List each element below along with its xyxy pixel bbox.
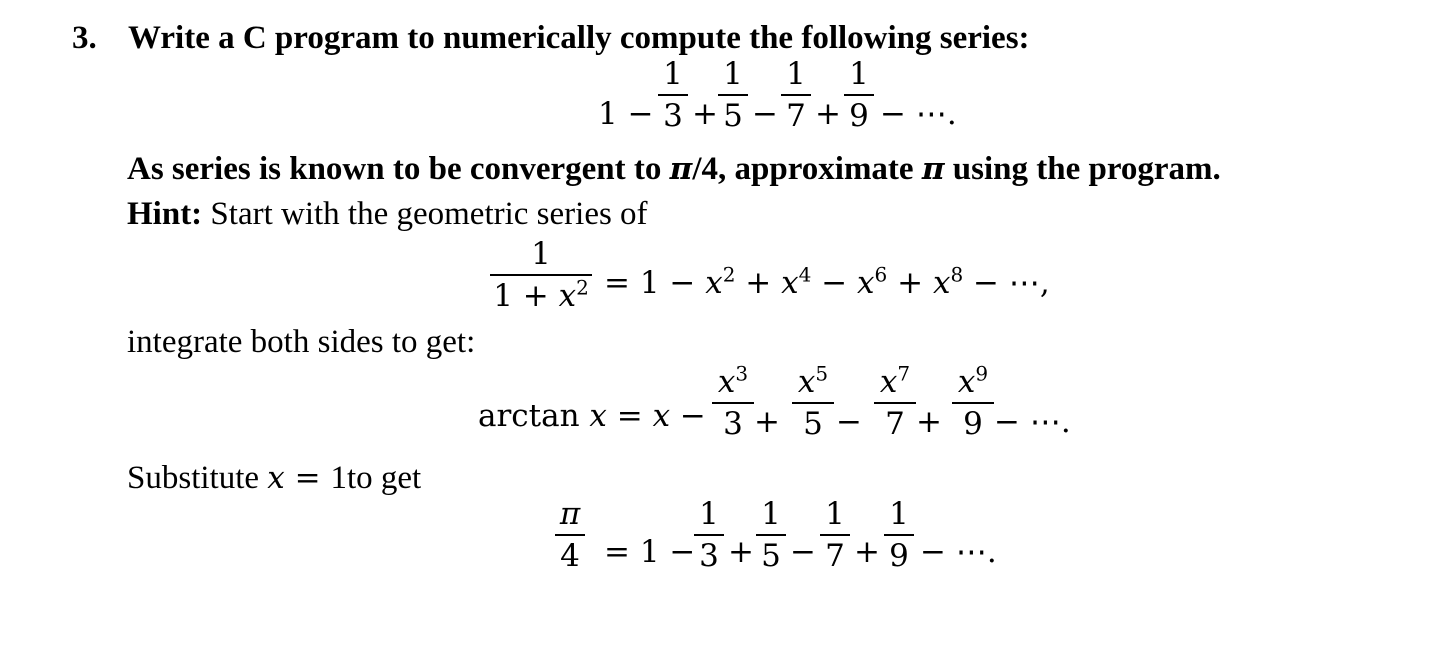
series-operator: − bbox=[752, 96, 778, 132]
variable-x: x bbox=[797, 364, 816, 400]
fraction-bar bbox=[884, 534, 914, 536]
series-term-denominator: 9 bbox=[849, 98, 869, 134]
arctan-operator: − bbox=[836, 404, 862, 440]
arctan-term-denominator: 9 bbox=[963, 406, 983, 442]
series-operator: + bbox=[692, 96, 718, 132]
fraction-bar bbox=[718, 94, 748, 96]
substitute-instruction bbox=[127, 460, 421, 497]
problem-number: 3. bbox=[72, 20, 97, 56]
variable-x: x bbox=[857, 265, 875, 301]
pi-symbol: π bbox=[921, 151, 945, 187]
final-term-numerator: 1 bbox=[761, 496, 781, 532]
final-term bbox=[820, 496, 850, 574]
substitute-text: Substitute bbox=[127, 460, 268, 496]
fraction-bar bbox=[756, 534, 786, 536]
final-term-denominator: 7 bbox=[825, 538, 845, 574]
final-term-denominator: 5 bbox=[761, 538, 781, 574]
fraction-bar bbox=[792, 402, 834, 404]
fraction-bar bbox=[844, 94, 874, 96]
convergence-text: /4, approximate bbox=[692, 151, 922, 187]
arctan-operator: + bbox=[754, 404, 780, 440]
final-term-numerator: 1 bbox=[889, 496, 909, 532]
pi-over-four bbox=[555, 496, 585, 574]
arctan-term-denominator: 3 bbox=[723, 406, 743, 442]
series-term-denominator: 3 bbox=[663, 98, 683, 134]
rhs-text: − bbox=[811, 265, 858, 301]
final-operator: − bbox=[790, 534, 816, 570]
final-term bbox=[694, 496, 724, 574]
rhs-text: − ⋯, bbox=[963, 265, 1050, 301]
exponent: 5 bbox=[815, 361, 829, 386]
variable-x: x bbox=[957, 364, 976, 400]
geometric-rhs bbox=[604, 262, 1050, 301]
final-lhs-denominator: 4 bbox=[560, 538, 580, 574]
equals-sign: = bbox=[606, 398, 653, 434]
arctan-term bbox=[874, 361, 916, 442]
variable-x: x bbox=[558, 278, 577, 314]
arctan-term bbox=[952, 361, 994, 442]
problem-statement: Write a C program to numerically compute the following series: bbox=[128, 20, 1030, 56]
pi-symbol: π bbox=[559, 496, 581, 532]
substitute-text: to get bbox=[346, 460, 422, 496]
convergence-statement bbox=[127, 151, 1221, 188]
final-term-denominator: 3 bbox=[699, 538, 719, 574]
arctan-term bbox=[712, 361, 754, 442]
exponent: 9 bbox=[975, 361, 989, 386]
series-lead: 1 − bbox=[598, 96, 654, 132]
arctan-lhs bbox=[478, 398, 706, 434]
exponent: 2 bbox=[576, 275, 589, 300]
arctan-function: arctan bbox=[478, 398, 590, 434]
final-term-numerator: 1 bbox=[699, 496, 719, 532]
series-term-numerator: 1 bbox=[723, 56, 743, 92]
convergence-text: using the program. bbox=[944, 151, 1221, 187]
exponent: 6 bbox=[874, 262, 888, 287]
variable-x: x bbox=[717, 364, 736, 400]
final-term-numerator: 1 bbox=[825, 496, 845, 532]
arctan-term-numerator bbox=[874, 361, 916, 400]
exponent: 4 bbox=[798, 262, 812, 287]
arctan-term-denominator: 7 bbox=[885, 406, 905, 442]
series-term-denominator: 7 bbox=[786, 98, 806, 134]
series-term-numerator: 1 bbox=[849, 56, 869, 92]
arctan-term-numerator bbox=[952, 361, 994, 400]
rhs-text: + bbox=[887, 265, 933, 301]
final-operator: + bbox=[854, 534, 880, 570]
final-term bbox=[756, 496, 786, 574]
exponent: 7 bbox=[897, 361, 911, 386]
arctan-term-numerator bbox=[792, 361, 834, 400]
convergence-text: As series is known to be convergent to bbox=[127, 151, 670, 187]
final-term bbox=[884, 496, 914, 574]
arctan-tail: − ⋯. bbox=[994, 404, 1071, 440]
arctan-term bbox=[792, 361, 834, 442]
fraction-bar bbox=[712, 402, 754, 404]
hint-label: Hint: bbox=[127, 196, 203, 232]
exponent: 8 bbox=[950, 262, 964, 287]
series-term bbox=[658, 56, 688, 134]
rhs-text: + bbox=[735, 265, 782, 301]
equals-sign: = bbox=[284, 460, 331, 496]
series-term-numerator: 1 bbox=[663, 56, 683, 92]
variable-x: x bbox=[589, 398, 607, 434]
hint-text: Start with the geometric series of bbox=[202, 196, 648, 232]
variable-x: x bbox=[652, 398, 671, 434]
problem-title bbox=[72, 20, 1030, 57]
denominator-prefix: 1 + bbox=[493, 278, 559, 314]
substitute-value: 1 bbox=[330, 460, 347, 496]
geometric-fraction bbox=[490, 236, 592, 314]
series-term bbox=[844, 56, 874, 134]
final-tail: − ⋯. bbox=[920, 534, 997, 570]
fraction-bar bbox=[781, 94, 811, 96]
fraction-bar bbox=[555, 534, 585, 536]
final-term-denominator: 9 bbox=[889, 538, 909, 574]
arctan-operator: − bbox=[670, 398, 706, 434]
variable-x: x bbox=[705, 265, 723, 301]
fraction-bar bbox=[952, 402, 994, 404]
series-term-numerator: 1 bbox=[786, 56, 806, 92]
variable-x: x bbox=[781, 265, 799, 301]
geometric-denominator bbox=[490, 275, 592, 314]
fraction-bar bbox=[658, 94, 688, 96]
rhs-text: = 1 − bbox=[604, 265, 706, 301]
fraction-bar bbox=[820, 534, 850, 536]
arctan-term-denominator: 5 bbox=[803, 406, 823, 442]
fraction-bar bbox=[874, 402, 916, 404]
pi-symbol: π bbox=[669, 151, 693, 187]
series-tail: − ⋯. bbox=[880, 96, 957, 132]
series-term bbox=[781, 56, 811, 134]
variable-x: x bbox=[267, 460, 285, 496]
variable-x: x bbox=[932, 265, 951, 301]
fraction-bar bbox=[694, 534, 724, 536]
final-equals: = 1 − bbox=[604, 534, 696, 570]
series-operator: + bbox=[815, 96, 841, 132]
arctan-operator: + bbox=[916, 404, 942, 440]
integrate-instruction: integrate both sides to get: bbox=[127, 324, 476, 360]
arctan-term-numerator bbox=[712, 361, 754, 400]
variable-x: x bbox=[879, 364, 898, 400]
exponent: 2 bbox=[722, 262, 736, 287]
exponent: 3 bbox=[735, 361, 749, 386]
final-operator: + bbox=[728, 534, 754, 570]
series-term bbox=[718, 56, 748, 134]
hint-line bbox=[127, 196, 648, 233]
geometric-numerator: 1 bbox=[531, 236, 551, 272]
series-term-denominator: 5 bbox=[723, 98, 743, 134]
